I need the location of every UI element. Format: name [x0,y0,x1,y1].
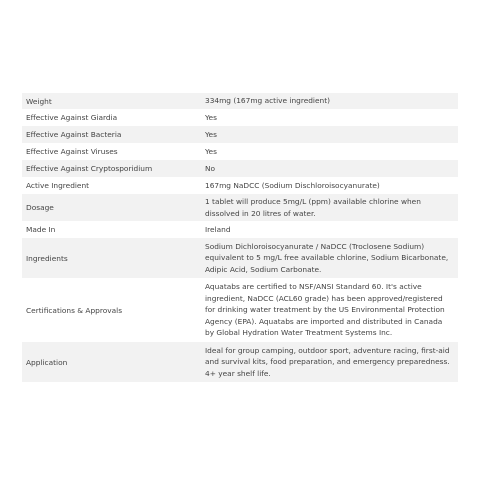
spec-row-active-ingredient [22,177,458,194]
spec-row-certifications [22,278,458,342]
spec-label: Certifications & Approvals [26,305,123,315]
spec-row-made-in [22,221,458,238]
spec-row-cryptosporidium [22,160,458,177]
spec-value: 1 tablet will produce 5mg/L (ppm) available chlorine when dissolved in 20 litres of water. [205,197,421,218]
spec-value: Yes [205,129,217,139]
spec-label: Effective Against Cryptosporidium [26,164,153,173]
specifications-table [22,93,458,382]
spec-value: No [205,163,216,173]
spec-label: Effective Against Giardia [26,113,118,122]
spec-label: Ingredients [26,253,68,263]
spec-label: Weight [26,96,52,106]
spec-row-ingredients [22,238,458,278]
spec-row-viruses [22,143,458,160]
spec-row-weight [22,93,458,109]
spec-label: Dosage [26,203,54,212]
spec-value: Ireland [205,224,231,234]
spec-row-giardia [22,109,458,126]
spec-label: Made In [26,225,56,234]
spec-value: 167mg NaDCC (Sodium Dischloroisocyanurate) [205,180,380,190]
spec-value: Aquatabs are certified to NSF/ANSI Standard 60. It's active ingredient, NaDCC (ACL60 grade) has been approved/registered for drinking water treatment by the US Environmental Protection Agency (EPA). Aquatabs are imported and distributed in Canada by Global Hydration Water Treatment Systems Inc. [205,282,445,338]
spec-value: Yes [205,146,217,156]
spec-row-dosage [22,194,458,221]
spec-label: Active Ingredient [26,181,90,190]
spec-row-application [22,342,458,382]
spec-label: Effective Against Bacteria [26,130,122,139]
spec-label: Effective Against Viruses [26,147,118,156]
spec-value: Ideal for group camping, outdoor sport, adventure racing, first-aid and survival kits, food preparation, and emergency preparedness. 4+ year shelf life. [205,345,450,378]
spec-value: Yes [205,112,217,122]
spec-row-bacteria [22,126,458,143]
spec-label: Application [26,357,68,367]
spec-value: 334mg (167mg active ingredient) [205,96,330,106]
spec-value: Sodium Dichloroisocyanurate / NaDCC (Troclosene Sodium) equivalent to 5 mg/L free available chlorine, Sodium Bicarbonate, Adipic Acid, Sodium Carbonate. [205,241,449,274]
